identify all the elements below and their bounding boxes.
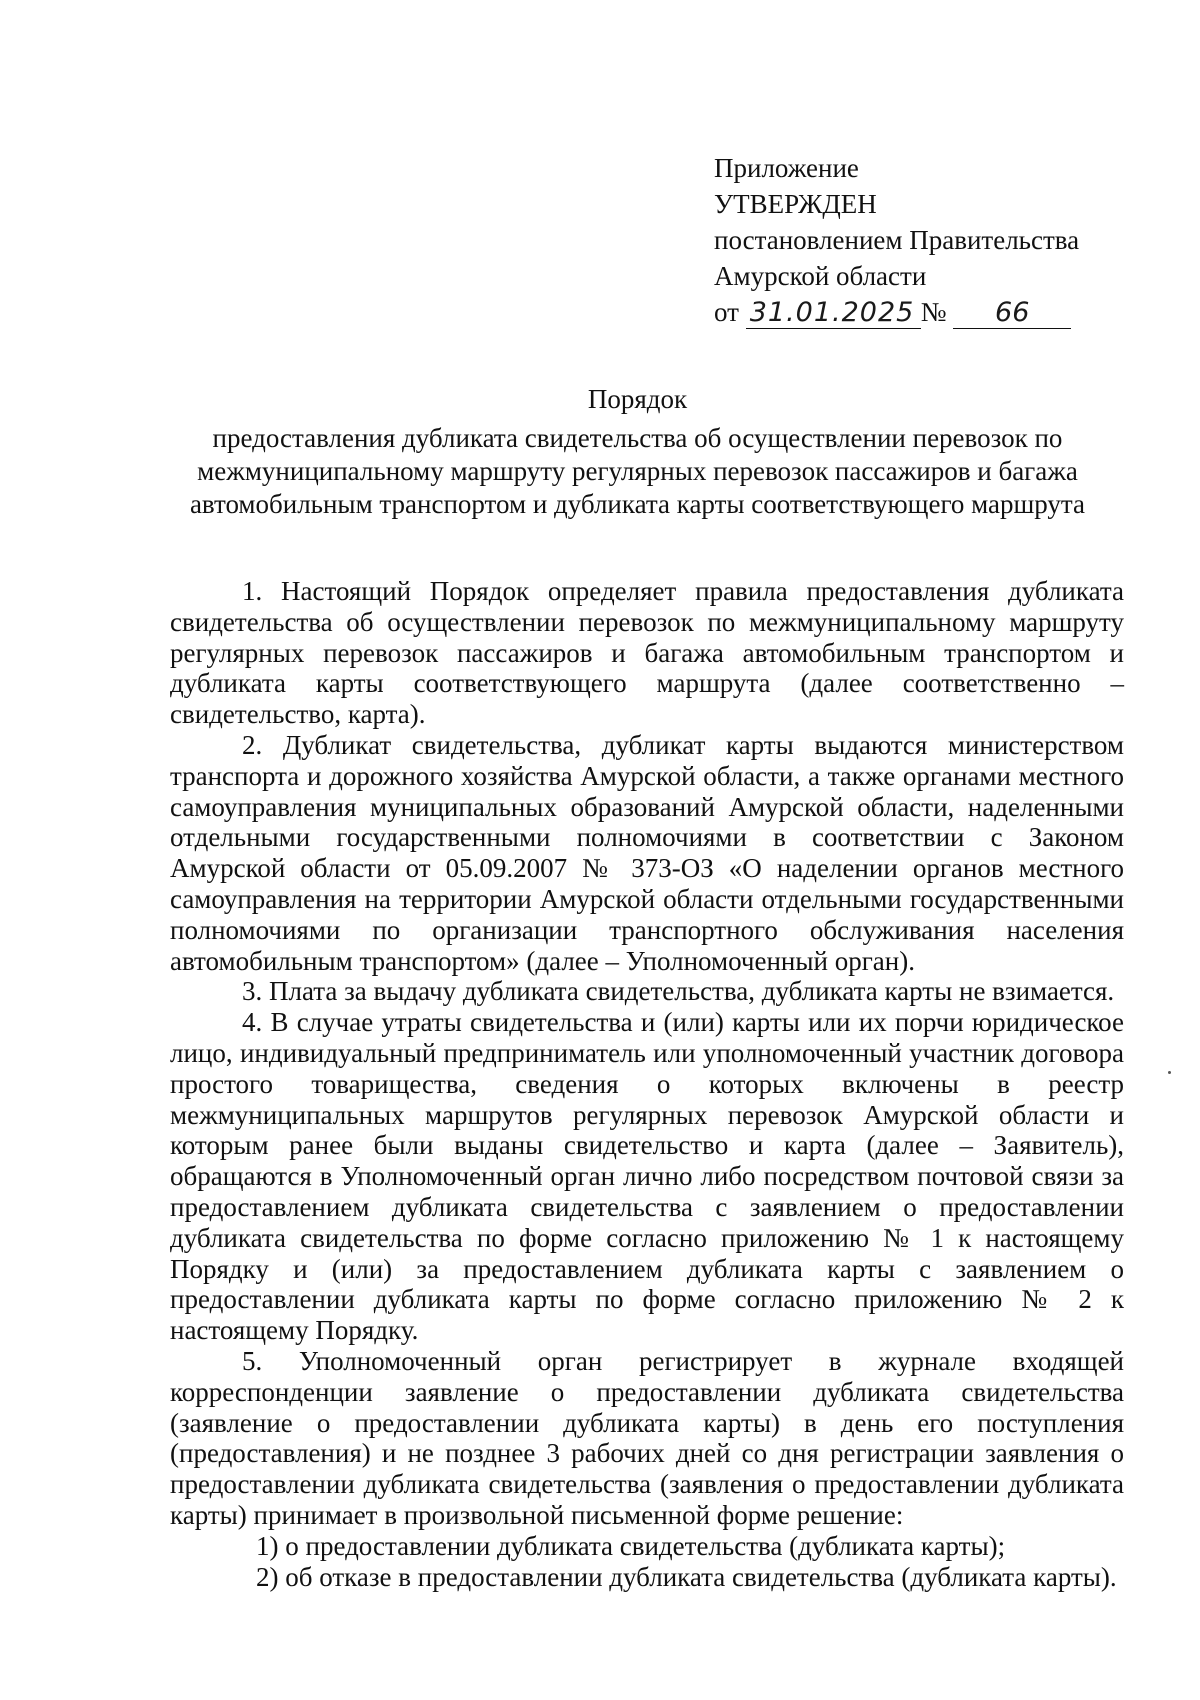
handwritten-date: 31.01.2025 (746, 298, 921, 329)
approval-approved-label: УТВЕРЖДЕН (714, 189, 877, 219)
approval-appendix-label: Приложение (714, 153, 859, 183)
document-title (150, 383, 1125, 521)
title-subtitle: предоставления дубликата свидетельства об осуществлении перевозок по межмуниципальному маршруту регулярных перевозок пассажиров и багажа автомобильным транспортом и дубликата карты соответствующего маршрута (189, 423, 1086, 519)
date-prefix: от (714, 297, 739, 327)
document-body (170, 576, 1124, 1592)
paragraph-4: 4. В случае утраты свидетельства и (или) карты или их порчи юридическое лицо, индивидуальный предприниматель или уполномоченный участник договора простого товарищества, сведения о которых включены в реестр межмуниципальных маршрутов регулярных перевозок Амурской области и которым ранее были выданы свидетельство и карта (далее – Заявитель), обращаются в Уполномоченный орган лично либо посредством почтовой связи за предоставлением дубликата свидетельства с заявлением о предоставлении дубликата свидетельства по форме согласно приложению № 1 к настоящему Порядку и (или) за предоставлением дубликата карты с заявлением о предоставлении дубликата карты по форме согласно приложению № 2 к настоящему Порядку. (170, 1007, 1124, 1346)
list-item-2: 2) об отказе в предоставлении дубликата свидетельства (дубликата карты). (256, 1561, 1117, 1592)
approval-block (714, 150, 1134, 330)
approval-region-label: Амурской области (714, 261, 927, 291)
paragraph-3: 3. Плата за выдачу дубликата свидетельства, дубликата карты не взимается. (242, 976, 1115, 1007)
title-heading: Порядок (587, 384, 688, 414)
scan-speck (1168, 1071, 1171, 1074)
paragraph-1: 1. Настоящий Порядок определяет правила предоставления дубликата свидетельства об осуществлении перевозок по межмуниципальному маршруту регулярных перевозок пассажиров и багажа автомобильным транспортом и дубликата карты соответствующего маршрута (далее соответственно – свидетельство, карта). (170, 576, 1124, 730)
paragraph-2: 2. Дубликат свидетельства, дубликат карты выдаются министерством транспорта и дорожного хозяйства Амурской области, а также органами местного самоуправления муниципальных образований Амурской области, наделенными отдельными государственными полномочиями в соответствии с Законом Амурской области от 05.09.2007 № 373-ОЗ «О наделении органов местного самоуправления на территории Амурской области отдельными государственными полномочиями по организации транспортного обслуживания населения автомобильным транспортом» (далее – Уполномоченный орган). (170, 729, 1124, 976)
number-prefix: № (920, 297, 947, 327)
list-item-1: 1) о предоставлении дубликата свидетельства (дубликата карты); (256, 1530, 1006, 1561)
approval-date-line (714, 294, 1134, 330)
handwritten-number: 66 (953, 298, 1071, 329)
approval-decree-label: постановлением Правительства (714, 225, 1080, 255)
paragraph-5: 5. Уполномоченный орган регистрирует в журнале входящей корреспонденции заявление о предоставлении дубликата свидетельства (заявление о предоставлении дубликата карты) в день его поступления (предоставления) и не позднее 3 рабочих дней со дня регистрации заявления о предоставлении дубликата свидетельства (заявления о предоставлении дубликата карты) принимает в произвольной письменной форме решение: (170, 1345, 1124, 1530)
